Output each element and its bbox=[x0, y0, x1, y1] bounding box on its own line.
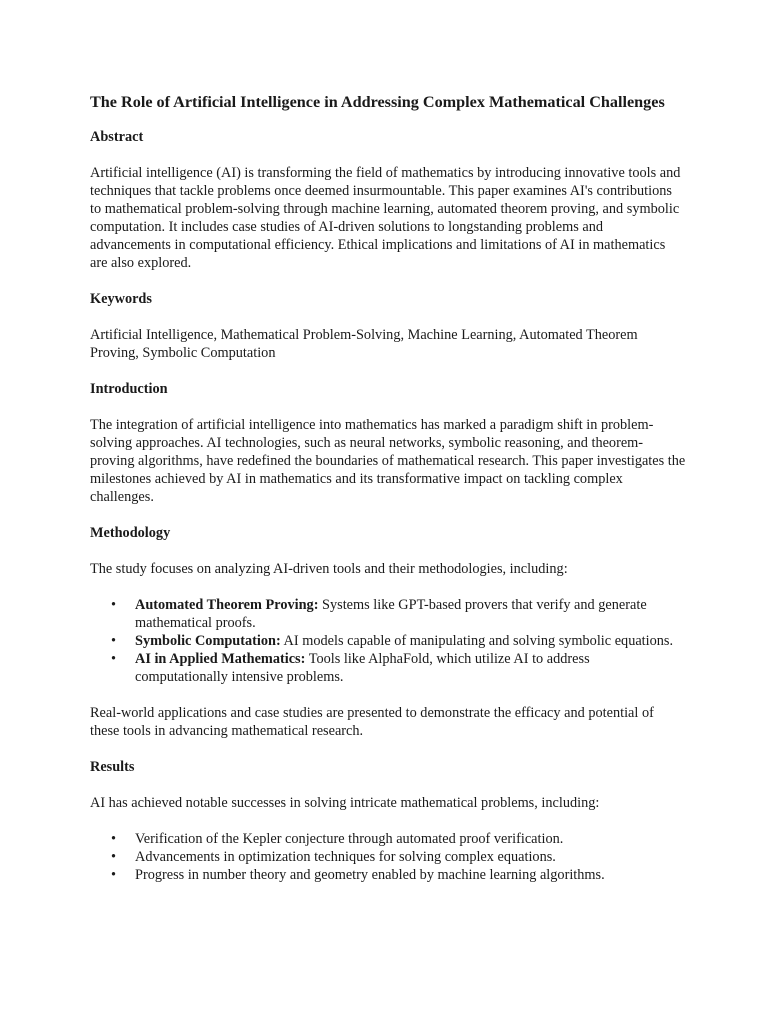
introduction-heading: Introduction bbox=[90, 381, 168, 397]
methodology-outro: Real-world applications and case studies are presented to demonstrate the efficacy and potential of these tools in advancing mathematical research. bbox=[90, 705, 654, 739]
list-item-text: Advancements in optimization techniques for solving complex equations. bbox=[135, 849, 556, 865]
list-item bbox=[111, 650, 686, 686]
document-title: The Role of Artificial Intelligence in Addressing Complex Mathematical Challenges bbox=[90, 93, 665, 111]
bullet-icon: • bbox=[111, 651, 117, 667]
list-item bbox=[111, 848, 686, 866]
list-item bbox=[111, 866, 686, 884]
keywords-text: Artificial Intelligence, Mathematical Problem-Solving, Machine Learning, Automated Theorem Proving, Symbolic Computation bbox=[90, 327, 638, 361]
list-item bbox=[111, 632, 686, 650]
list-item-term: Automated Theorem Proving: bbox=[135, 597, 319, 613]
results-heading: Results bbox=[90, 759, 135, 775]
results-list bbox=[90, 830, 686, 884]
methodology-intro: The study focuses on analyzing AI-driven tools and their methodologies, including: bbox=[90, 561, 568, 577]
methodology-list bbox=[90, 596, 686, 686]
list-item-term: Symbolic Computation: bbox=[135, 633, 281, 649]
document-page bbox=[90, 92, 686, 902]
introduction-text: The integration of artificial intelligence into mathematics has marked a paradigm shift in problem-solving approaches. AI technologies, such as neural networks, symbolic reasoning, and theorem-proving algorithms, have redefined the boundaries of mathematical research. This paper investigates the milestones achieved by AI in mathematics and its transformative impact on tackling complex challenges. bbox=[90, 417, 686, 505]
list-item-term: AI in Applied Mathematics: bbox=[135, 651, 306, 667]
bullet-icon: • bbox=[111, 849, 117, 865]
keywords-heading: Keywords bbox=[90, 291, 152, 307]
bullet-icon: • bbox=[111, 831, 117, 847]
list-item-text: Tools like AlphaFold, which utilize AI to address computationally intensive problems. bbox=[135, 651, 590, 685]
list-item bbox=[111, 830, 686, 848]
list-item-text: Systems like GPT-based provers that verify and generate mathematical proofs. bbox=[135, 597, 647, 631]
bullet-icon: • bbox=[111, 633, 117, 649]
abstract-text: Artificial intelligence (AI) is transforming the field of mathematics by introducing innovative tools and techniques that tackle problems once deemed insurmountable. This paper examines AI's contributions to mathematical problem-solving through machine learning, automated theorem proving, and symbolic computation. It includes case studies of AI-driven solutions to longstanding problems and advancements in computational efficiency. Ethical implications and limitations of AI in mathematics are also explored. bbox=[90, 165, 681, 271]
bullet-icon: • bbox=[111, 867, 117, 883]
list-item-text: AI models capable of manipulating and solving symbolic equations. bbox=[280, 633, 674, 649]
list-item bbox=[111, 596, 686, 632]
abstract-heading: Abstract bbox=[90, 129, 144, 145]
methodology-heading: Methodology bbox=[90, 525, 171, 541]
results-intro: AI has achieved notable successes in solving intricate mathematical problems, including: bbox=[90, 795, 600, 811]
list-item-text: Progress in number theory and geometry enabled by machine learning algorithms. bbox=[135, 867, 605, 883]
list-item-text: Verification of the Kepler conjecture through automated proof verification. bbox=[135, 831, 564, 847]
bullet-icon: • bbox=[111, 597, 117, 613]
